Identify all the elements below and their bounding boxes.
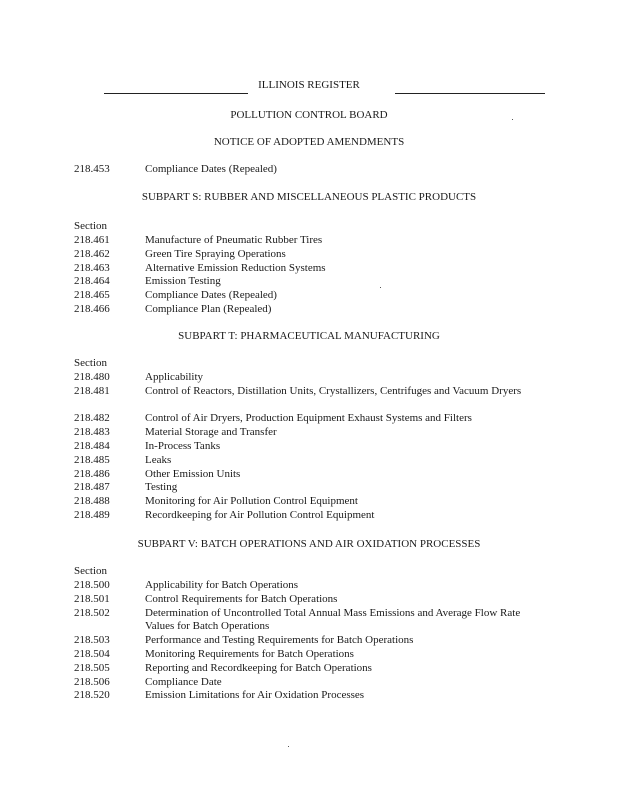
list-item — [0, 607, 618, 635]
section-title: Green Tire Spraying Operations — [145, 247, 286, 260]
section-number: 218.488 — [74, 495, 110, 508]
section-title: Applicability for Batch Operations — [145, 579, 299, 591]
section-number: 218.480 — [74, 371, 110, 383]
list-item — [0, 468, 618, 482]
section-number: 218.520 — [74, 689, 110, 702]
section-title: Performance and Testing Requirements for Batch Operations — [145, 634, 414, 647]
section-number: 218.462 — [74, 247, 110, 260]
section-label: Section — [74, 357, 107, 369]
subpart-t-list — [0, 371, 618, 523]
list-item — [0, 440, 618, 454]
section-title: Manufacture of Pneumatic Rubber Tires — [145, 234, 323, 246]
section-title: Compliance Dates (Repealed) — [145, 163, 277, 175]
section-label: Section — [74, 220, 107, 232]
section-title: Compliance Date — [145, 675, 222, 688]
section-number: 218.503 — [74, 634, 110, 647]
list-item — [0, 262, 618, 276]
list-item — [0, 676, 618, 690]
section-number: 218.461 — [74, 234, 110, 246]
section-title: Control Requirements for Batch Operations — [145, 592, 338, 605]
board-title: POLLUTION CONTROL BOARD — [230, 109, 388, 121]
list-item — [0, 248, 618, 262]
list-item — [0, 689, 618, 703]
section-number: 218.464 — [74, 275, 110, 288]
section-title: Determination of Uncontrolled Total Annual Mass Emissions and Average Flow Rate Values for Batch Operations — [145, 606, 521, 633]
subpart-s-list — [0, 234, 618, 317]
section-title: Leaks — [145, 453, 172, 466]
section-number: 218.485 — [74, 453, 110, 466]
list-item — [0, 412, 618, 426]
header-rule-right — [395, 93, 545, 94]
section-title: Applicability — [145, 371, 204, 383]
section-title: Testing — [145, 481, 178, 494]
section-title: Other Emission Units — [145, 467, 241, 480]
scan-speck — [512, 119, 513, 120]
section-number: 218.481 — [74, 384, 110, 397]
section-number: 218.501 — [74, 592, 110, 605]
section-number: 218.489 — [74, 508, 110, 521]
section-title: Compliance Plan (Repealed) — [145, 302, 272, 315]
section-title: Material Storage and Transfer — [145, 426, 277, 439]
section-number: 218.484 — [74, 439, 110, 452]
section-number: 218.487 — [74, 481, 110, 494]
section-number: 218.504 — [74, 647, 110, 660]
section-title: Compliance Dates (Repealed) — [145, 289, 277, 302]
section-number: 218.486 — [74, 467, 110, 480]
list-item — [0, 495, 618, 509]
top-entry-list — [0, 163, 618, 177]
subpart-v-list — [0, 579, 618, 703]
section-number: 218.453 — [74, 163, 110, 175]
section-title: Monitoring Requirements for Batch Operations — [145, 647, 354, 660]
list-item — [0, 634, 618, 648]
section-number: 218.466 — [74, 302, 110, 315]
list-item — [0, 234, 618, 248]
list-item — [0, 662, 618, 676]
list-item — [0, 593, 618, 607]
section-title: Control of Air Dryers, Production Equipment Exhaust Systems and Filters — [145, 412, 472, 425]
section-number: 218.502 — [74, 606, 110, 619]
list-item — [0, 275, 618, 289]
scan-speck — [288, 746, 289, 747]
list-item — [0, 509, 618, 523]
list-item — [0, 426, 618, 440]
section-title: Alternative Emission Reduction Systems — [145, 261, 326, 274]
section-title: Recordkeeping for Air Pollution Control Equipment — [145, 508, 375, 521]
section-title: Emission Testing — [145, 275, 221, 288]
list-item — [0, 454, 618, 468]
register-title: ILLINOIS REGISTER — [258, 79, 360, 91]
scan-speck — [380, 287, 381, 288]
section-label: Section — [74, 565, 107, 577]
list-item — [0, 303, 618, 317]
section-number: 218.506 — [74, 675, 110, 688]
section-title: Control of Reactors, Distillation Units, Crystallizers, Centrifuges and Vacuum Dryers — [145, 384, 522, 397]
section-number: 218.482 — [74, 412, 110, 425]
section-number: 218.465 — [74, 289, 110, 302]
list-item — [0, 579, 618, 593]
section-number: 218.483 — [74, 426, 110, 439]
header-rule-left — [104, 93, 248, 94]
section-title: Emission Limitations for Air Oxidation Processes — [145, 689, 365, 702]
list-item — [0, 371, 618, 385]
subpart-t-heading: SUBPART T: PHARMACEUTICAL MANUFACTURING — [178, 330, 440, 342]
section-number: 218.500 — [74, 579, 110, 591]
section-title: In-Process Tanks — [145, 439, 221, 452]
list-item — [0, 385, 618, 413]
list-item — [0, 648, 618, 662]
section-title: Monitoring for Air Pollution Control Equipment — [145, 495, 358, 508]
section-title: Reporting and Recordkeeping for Batch Operations — [145, 661, 372, 674]
list-item — [0, 163, 618, 177]
notice-title: NOTICE OF ADOPTED AMENDMENTS — [213, 136, 405, 148]
subpart-s-heading: SUBPART S: RUBBER AND MISCELLANEOUS PLASTIC PRODUCTS — [141, 191, 477, 203]
section-number: 218.505 — [74, 661, 110, 674]
section-number: 218.463 — [74, 261, 110, 274]
list-item — [0, 289, 618, 303]
list-item — [0, 481, 618, 495]
subpart-v-heading: SUBPART V: BATCH OPERATIONS AND AIR OXIDATION PROCESSES — [137, 538, 481, 550]
